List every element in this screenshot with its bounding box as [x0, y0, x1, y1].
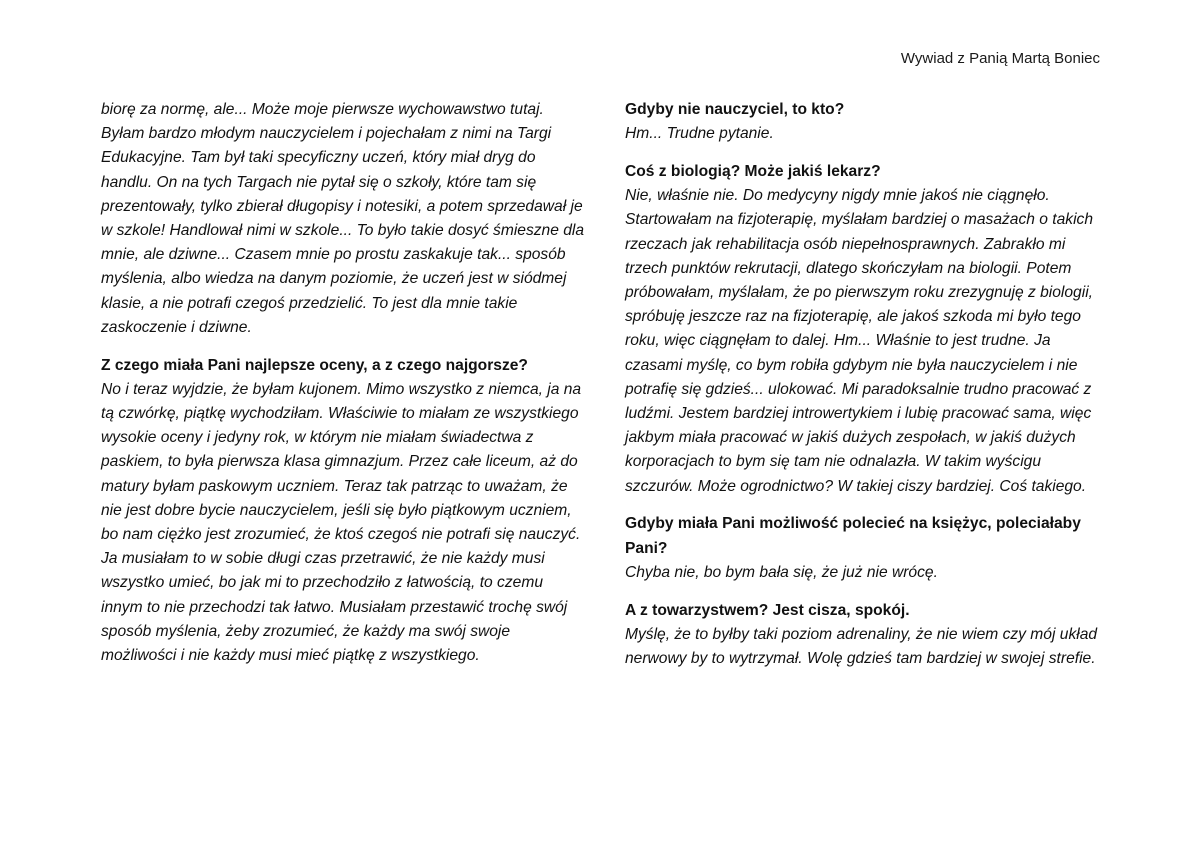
question: A z towarzystwem? Jest cisza, spokój.	[625, 601, 910, 619]
answer: Chyba nie, bo bym bała się, że już nie wrócę.	[625, 563, 938, 581]
answer: Hm... Trudne pytanie.	[625, 125, 774, 143]
continuation-block	[101, 98, 587, 340]
question: Coś z biologią? Może jakiś lekarz?	[625, 163, 881, 180]
qa-block	[625, 160, 1111, 499]
answer: Nie, właśnie nie. Do medycyny nigdy mnie jakoś nie ciągnęło. Startowałam na fizjoterapię, myślałam bardziej o masażach o takich rzeczach jak rehabilitacja osób niepełnosprawnych. Zabrakło mi trzech punktów rekrutacji, dlatego skończyłam na biologii. Potem próbowałam, myślałam, że po pierwszym roku zrezygnuję z biologii, spróbuję jeszcze raz na fizjoterapię, ale jakoś szkoda mi było tego roku, więc ciągnęłam to dalej. Hm... Właśnie to jest trudne. Ja czasami myślę, co bym robiła gdybym nie była nauczycielem i nie potrafię się gdzieś... ulokować. Mi paradoksalnie trudno pracować z ludźmi. Jestem bardziej introwertykiem i lubię pracować sama, więc jakbym miała pracować w jakiś dużych zespołach, w jakiś dużych korporacjach to bym się tam nie odnalazła. W takim wyścigu szczurów. Może ogrodnictwo? W takiej ciszy bardziej. Coś takiego.	[625, 187, 1094, 495]
qa-block	[625, 599, 1111, 672]
question: Gdyby miała Pani możliwość polecieć na księżyc, poleciałaby Pani?	[625, 515, 1081, 557]
answer: Myślę, że to byłby taki poziom adrenaliny, że nie wiem czy mój układ nerwowy by to wytrzymał. Wolę gdzieś tam bardziej w swojej strefie.	[625, 625, 1098, 668]
left-column	[101, 98, 587, 682]
right-column	[625, 98, 1111, 685]
qa-block	[101, 354, 587, 669]
answer: No i teraz wyjdzie, że byłam kujonem. Mimo wszystko z niemca, ja na tą czwórkę, piątkę wychodziłam. Właściwie to miałam ze wszystkiego wysokie oceny i jedyny rok, w którym nie miałam świadectwa z paskiem, to była pierwsza klasa gimnazjum. Przez całe liceum, aż do matury byłam paskowym uczniem. Teraz tak patrząc to uważam, że nie jest dobre bycie nauczycielem, jeśli się było piątkowym uczniem, bo nam ciężko jest zrozumieć, że ktoś czegoś nie potrafi się nauczyć. Ja musiałam to w sobie długi czas przetrawić, że nie każdy musi wszystko umieć, bo jak mi to przechodziło z łatwością, to czemu innym to nie przechodzi tak łatwo. Musiałam przestawić trochę swój sposób myślenia, żeby zrozumieć, że każdy ma swój swoje możliwości i nie każdy musi mieć piątkę z wszystkiego.	[101, 380, 582, 665]
qa-block	[625, 98, 1111, 146]
continued-answer: biorę za normę, ale... Może moje pierwsze wychowawstwo tutaj. Byłam bardzo młodym nauczycielem i pojechałam z nimi na Targi Edukacyjne. Tam był taki specyficzny uczeń, który miał dryg do handlu. On na tych Targach nie pytał się o szkoły, które tam się prezentowały, tylko zbierał długopisy i notesiki, a potem sprzedawał je w szkole! Handlował nimi w szkole... To było takie dosyć śmieszne dla mnie, ale dziwne... Czasem mnie po prostu zaskakuje tak... sposób myślenia, albo wiedza na danym poziomie, że uczeń jest w siódmej klasie, a nie potrafi czegoś przedzielić. To jest dla mnie takie zaskoczenie i dziwne.	[101, 101, 585, 336]
question: Z czego miała Pani najlepsze oceny, a z czego najgorsze?	[101, 356, 528, 374]
question: Gdyby nie nauczyciel, to kto?	[625, 101, 845, 118]
running-header: Wywiad z Panią Martą Boniec	[900, 50, 1100, 67]
qa-block	[625, 512, 1111, 585]
